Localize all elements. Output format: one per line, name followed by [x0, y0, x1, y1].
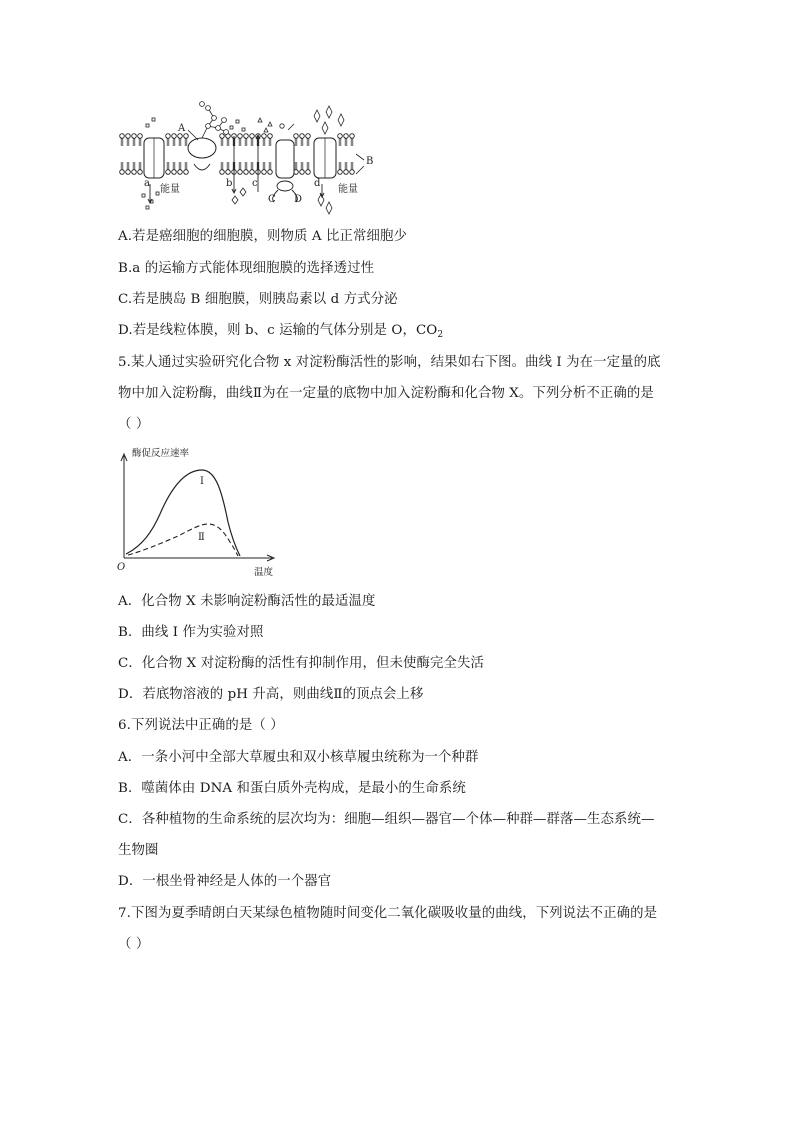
q6-option-c: C．各种植物的生命系统的层次均为：细胞—组织—器官—个体—种群—群落—生态系统—	[118, 812, 655, 827]
membrane-transport-diagram	[112, 96, 382, 220]
glycoprotein-A	[188, 102, 228, 170]
outer-molecules	[146, 106, 344, 134]
label-energy-a: 能量	[160, 184, 180, 195]
q7-stem-line2: （ ）	[118, 937, 150, 952]
q5-option-d: D．若底物溶液的 pH 升高，则曲线Ⅱ的顶点会上移	[118, 687, 424, 702]
curve-I-label: I	[200, 476, 204, 487]
q6-option-c-cont: 生物圈	[118, 843, 159, 858]
enzyme-rate-chart	[112, 442, 292, 582]
q7-stem-line1: 7.下图为夏季晴朗白天某绿色植物随时间变化二氧化碳吸收量的曲线，下列说法不正确的是	[118, 906, 658, 921]
q5-option-b: B．曲线 I 作为实验对照	[118, 625, 264, 640]
q4-option-d	[118, 321, 678, 345]
label-energy-d: 能量	[338, 184, 358, 195]
q6-option-d: D．一根坐骨神经是人体的一个器官	[118, 874, 332, 889]
label-b: b	[226, 178, 233, 189]
protein-c	[276, 140, 294, 178]
label-C: C	[268, 194, 276, 205]
q4-option-b: B.a 的运输方式能体现细胞膜的选择透过性	[118, 261, 375, 276]
label-A: A	[178, 123, 186, 134]
q4-option-a: A.若是癌细胞的细胞膜，则物质 A 比正常细胞少	[118, 229, 407, 244]
q5-stem-line3: （ ）	[118, 417, 150, 432]
label-c: c	[252, 178, 258, 189]
label-D: D	[294, 194, 303, 205]
chart-ylabel: 酶促反应速率	[132, 448, 190, 459]
q4-option-c: C.若是胰岛 B 细胞膜，则胰岛素以 d 方式分泌	[118, 292, 398, 307]
q4-option-d-text: D.若是线粒体膜，则 b、c 运输的气体分别是 O，CO	[118, 323, 438, 338]
q6-option-b: B．噬菌体由 DNA 和蛋白质外壳构成，是最小的生命系统	[118, 781, 466, 796]
q5-stem-line2: 物中加入淀粉酶，曲线Ⅱ为在一定量的底物中加入淀粉酶和化合物 X。下列分析不正确的是	[118, 386, 654, 401]
label-d: d	[314, 178, 321, 189]
curve-II-label: Ⅱ	[198, 532, 205, 543]
q5-stem-line1: 5.某人通过实验研究化合物 x 对淀粉酶活性的影响，结果如右下图。曲线 I 为在一定量的底	[118, 355, 661, 370]
protein-d	[314, 138, 336, 178]
q5-option-a: A．化合物 X 未影响淀粉酶活性的最适温度	[118, 594, 376, 609]
q5-option-c: C．化合物 X 对淀粉酶的活性有抑制作用，但未使酶完全失活	[118, 656, 484, 671]
curve-I	[126, 470, 240, 556]
q4-option-d-sub: 2	[437, 330, 444, 340]
carrier-protein-a	[144, 138, 164, 178]
label-a: a	[144, 178, 150, 189]
label-B: B	[366, 156, 374, 167]
q6-option-a: A．一条小河中全部大草履虫和双小核草履虫统称为一个种群	[118, 750, 479, 765]
chart-origin: O	[117, 562, 126, 573]
chart-xlabel: 温度	[254, 567, 274, 578]
q6-stem: 6.下列说法中正确的是（ ）	[118, 718, 284, 733]
